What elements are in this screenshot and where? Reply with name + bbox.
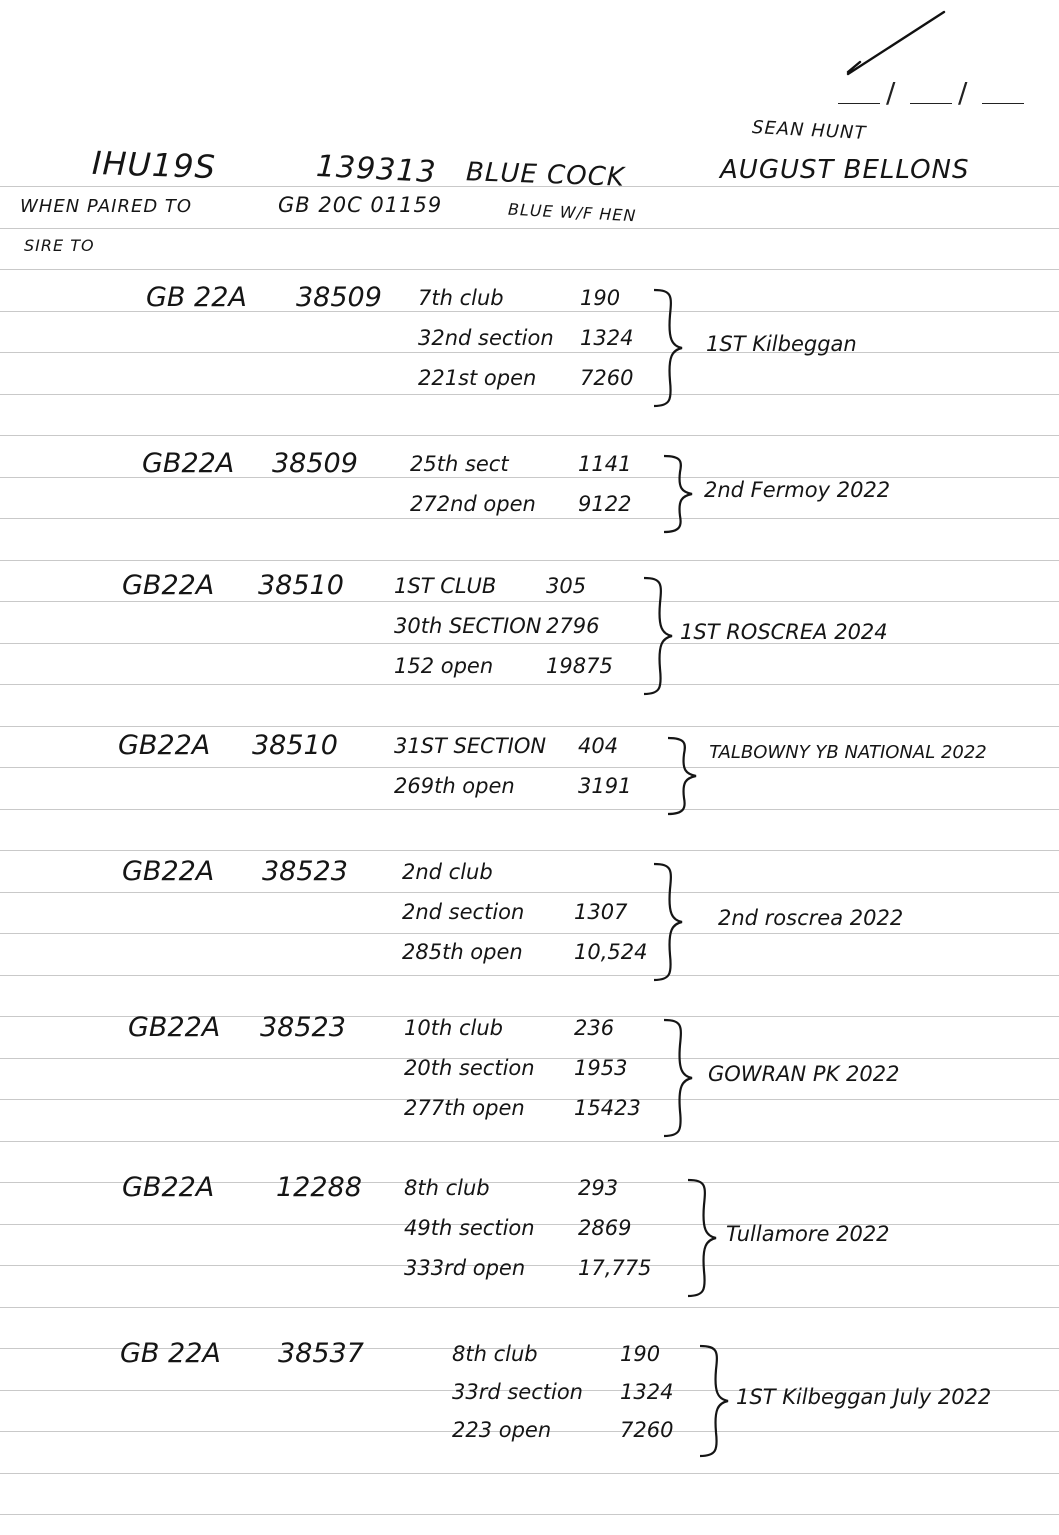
result-birds-count: 9122 — [578, 492, 632, 516]
result-birds-count: 1324 — [580, 326, 634, 350]
ruled-line — [0, 726, 1059, 727]
race-name: Tullamore 2022 — [726, 1222, 890, 1246]
result-birds-count: 1324 — [620, 1380, 674, 1404]
result-birds-count: 15423 — [574, 1096, 641, 1120]
result-birds-count: 2869 — [578, 1216, 632, 1240]
result-placing: 33rd section — [452, 1380, 583, 1404]
entry-ring-number: 38537 — [278, 1338, 364, 1369]
race-name: 2nd Fermoy 2022 — [704, 478, 891, 502]
date-separator: / — [886, 76, 896, 109]
paired-description: BLUE W/F HEN — [507, 199, 637, 226]
race-name: 2nd roscrea 2022 — [718, 906, 904, 930]
result-placing: 31ST SECTION — [394, 734, 547, 758]
result-placing: 7th club — [418, 286, 504, 310]
result-birds-count: 7260 — [620, 1418, 674, 1442]
bracket-icon — [660, 1018, 700, 1138]
entry-ring-code: GB 22A — [120, 1338, 221, 1369]
entry-ring-code: GB 22A — [146, 282, 247, 313]
ruled-line — [0, 1141, 1059, 1142]
bracket-icon — [640, 576, 680, 696]
race-name: 1ST ROSCREA 2024 — [680, 620, 888, 644]
result-birds-count: 1953 — [574, 1056, 628, 1080]
result-birds-count: 1141 — [578, 452, 632, 476]
date-separator: / — [958, 76, 968, 109]
bird-ring-number: 139313 — [315, 148, 438, 191]
result-birds-count: 7260 — [580, 366, 634, 390]
ruled-line — [0, 518, 1059, 519]
result-birds-count: 293 — [578, 1176, 619, 1200]
check-mark-icon — [840, 8, 950, 78]
entry-ring-number: 38509 — [272, 448, 358, 479]
result-birds-count: 3191 — [578, 774, 632, 798]
result-placing: 221st open — [418, 366, 537, 390]
result-birds-count: 10,524 — [574, 940, 648, 964]
owner-strain: AUGUST BELLONS — [720, 155, 970, 185]
bracket-icon — [684, 1178, 724, 1298]
ruled-line — [0, 435, 1059, 436]
result-placing: 285th open — [402, 940, 523, 964]
result-birds-count: 17,775 — [578, 1256, 652, 1280]
entry-ring-number: 38510 — [252, 730, 338, 761]
paired-label: WHEN PAIRED TO — [20, 196, 193, 217]
bracket-icon — [664, 736, 704, 816]
result-birds-count: 305 — [546, 574, 587, 598]
sire-label: SIRE TO — [24, 236, 95, 255]
ruled-line — [0, 560, 1059, 561]
entry-ring-number: 38509 — [296, 282, 382, 313]
ruled-line — [0, 269, 1059, 270]
entry-ring-code: GB22A — [118, 730, 211, 761]
result-placing: 10th club — [404, 1016, 503, 1040]
race-name: TALBOWNY YB NATIONAL 2022 — [709, 742, 987, 763]
date-day-blank — [838, 103, 880, 104]
result-placing: 333rd open — [404, 1256, 526, 1280]
result-placing: 1ST CLUB — [394, 574, 497, 598]
ruled-line — [0, 352, 1059, 353]
ruled-line — [0, 933, 1059, 934]
bird-ring-code: IHU19S — [91, 143, 217, 187]
result-placing: 277th open — [404, 1096, 525, 1120]
ruled-line — [0, 975, 1059, 976]
result-placing: 8th club — [452, 1342, 538, 1366]
result-placing: 20th section — [404, 1056, 535, 1080]
entry-ring-number: 38510 — [258, 570, 344, 601]
ruled-line — [0, 809, 1059, 810]
ruled-line — [0, 1514, 1059, 1515]
date-month-blank — [910, 103, 952, 104]
date-year-blank — [982, 103, 1024, 104]
result-birds-count: 19875 — [546, 654, 613, 678]
race-name: GOWRAN PK 2022 — [708, 1062, 900, 1086]
result-placing: 269th open — [394, 774, 515, 798]
entry-ring-number: 12288 — [276, 1172, 362, 1203]
entry-ring-code: GB22A — [142, 448, 235, 479]
bracket-icon — [660, 454, 700, 534]
ruled-line — [0, 394, 1059, 395]
entry-ring-code: GB22A — [122, 856, 215, 887]
result-placing: 2nd club — [402, 860, 493, 884]
result-birds-count: 1307 — [574, 900, 628, 924]
result-placing: 2nd section — [402, 900, 525, 924]
result-placing: 25th sect — [410, 452, 509, 476]
result-birds-count: 404 — [578, 734, 619, 758]
ruled-line — [0, 1473, 1059, 1474]
ruled-line — [0, 684, 1059, 685]
bracket-icon — [650, 288, 690, 408]
ruled-line — [0, 1265, 1059, 1266]
result-placing: 8th club — [404, 1176, 490, 1200]
result-birds-count: 2796 — [546, 614, 600, 638]
entry-ring-code: GB22A — [122, 1172, 215, 1203]
ruled-line — [0, 850, 1059, 851]
result-placing: 30th SECTION — [394, 614, 542, 638]
entry-ring-code: GB22A — [128, 1012, 221, 1043]
result-placing: 152 open — [394, 654, 494, 678]
bracket-icon — [696, 1344, 736, 1458]
paired-ring: GB 20C 01159 — [278, 193, 443, 217]
result-placing: 223 open — [452, 1418, 552, 1442]
result-placing: 272nd open — [410, 492, 536, 516]
ruled-line — [0, 1099, 1059, 1100]
bracket-icon — [650, 862, 690, 982]
result-placing: 49th section — [404, 1216, 535, 1240]
race-name: 1ST Kilbeggan — [706, 332, 857, 356]
entry-ring-code: GB22A — [122, 570, 215, 601]
result-birds-count: 190 — [620, 1342, 661, 1366]
race-name: 1ST Kilbeggan July 2022 — [736, 1385, 992, 1409]
result-placing: 32nd section — [418, 326, 554, 350]
entry-ring-number: 38523 — [260, 1012, 346, 1043]
result-birds-count: 190 — [580, 286, 621, 310]
ruled-line — [0, 228, 1059, 229]
result-birds-count: 236 — [574, 1016, 615, 1040]
ruled-line — [0, 601, 1059, 602]
ruled-line — [0, 1307, 1059, 1308]
ruled-line — [0, 643, 1059, 644]
entry-ring-number: 38523 — [262, 856, 348, 887]
owner-name: SEAN HUNT — [751, 117, 867, 144]
ruled-line — [0, 892, 1059, 893]
bird-description: BLUE COCK — [465, 157, 626, 193]
